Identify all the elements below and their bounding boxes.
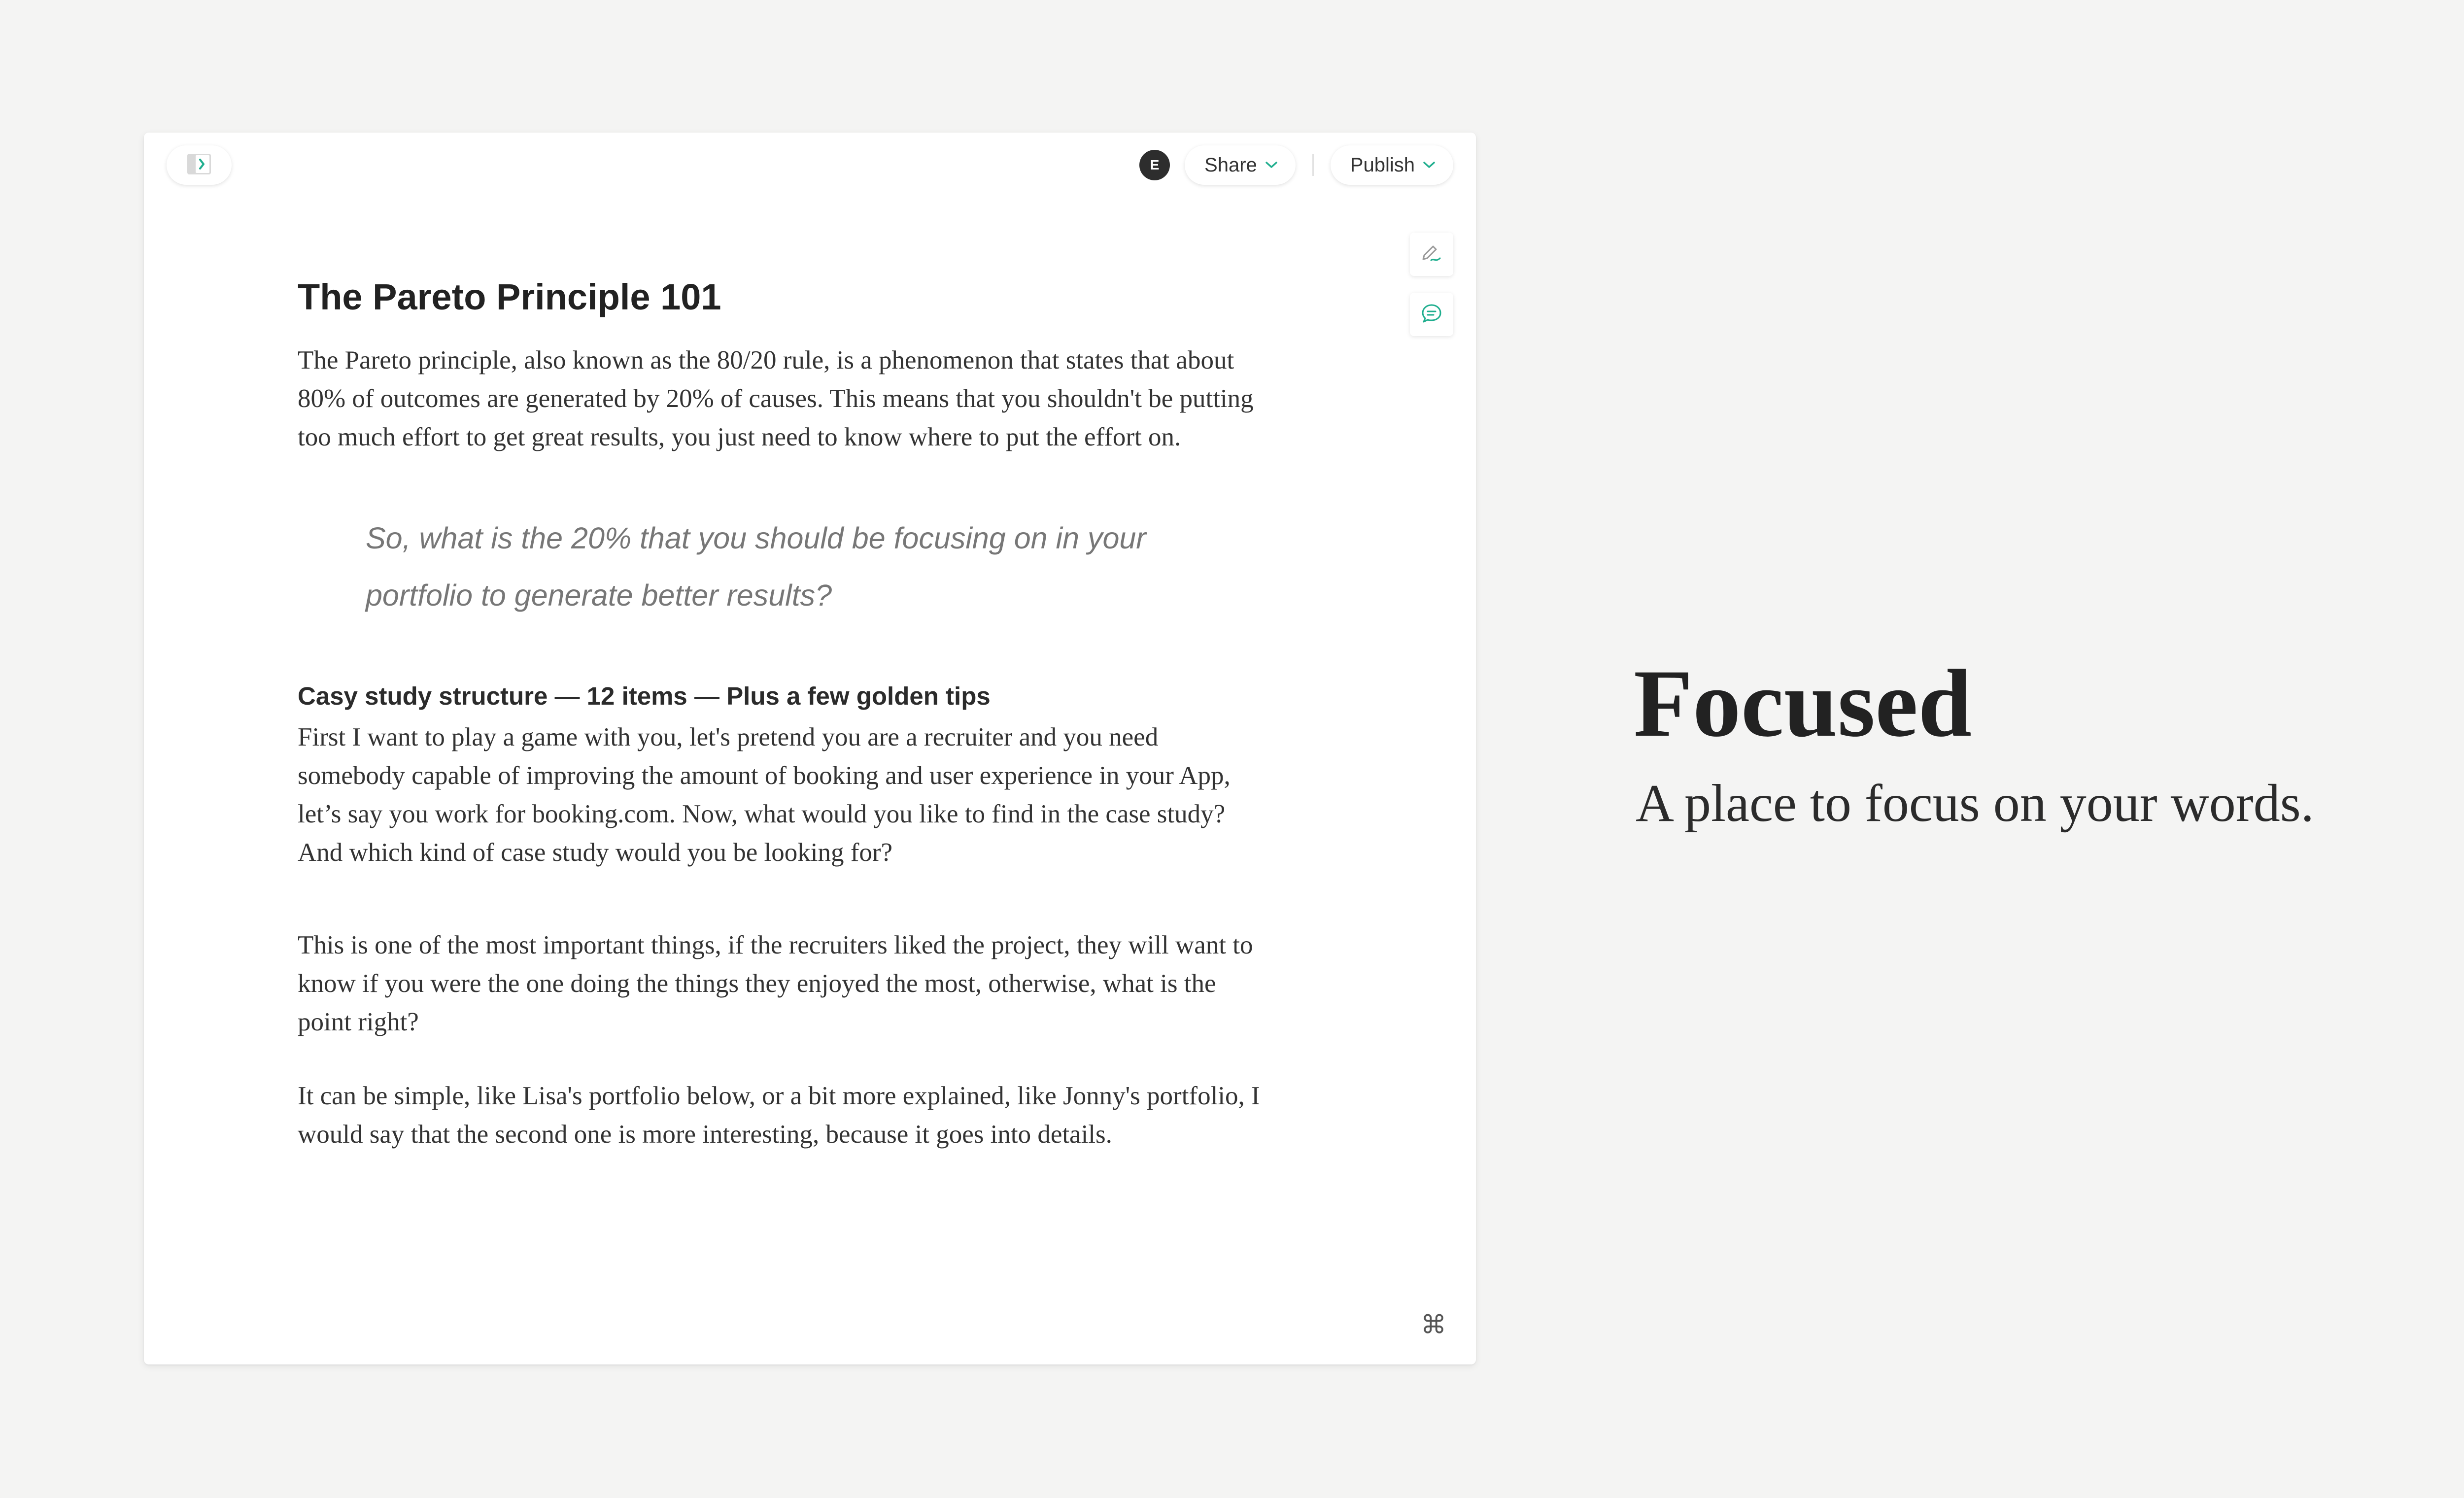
hero-section — [1634, 650, 2314, 835]
comment-icon — [1421, 303, 1442, 326]
sidebar-toggle-button[interactable] — [167, 145, 232, 185]
hero-subtitle: A place to focus on your words. — [1636, 774, 2314, 833]
section-heading[interactable]: Casy study structure — 12 items — Plus a few golden tips — [298, 681, 991, 710]
chevron-down-icon — [1423, 161, 1436, 169]
publish-label: Publish — [1350, 154, 1415, 176]
chevron-down-icon — [1265, 161, 1278, 169]
avatar-initial: E — [1150, 157, 1160, 172]
document-title[interactable]: The Pareto Principle 101 — [298, 276, 721, 317]
share-button[interactable] — [1185, 145, 1296, 185]
command-icon[interactable]: ⌘ — [1421, 1310, 1446, 1340]
avatar[interactable] — [1139, 150, 1170, 180]
pen-icon — [1420, 243, 1443, 266]
hero-title: Focused — [1634, 650, 1972, 757]
edit-tool-button[interactable] — [1410, 233, 1453, 276]
comment-tool-button[interactable] — [1410, 293, 1453, 336]
toolbar-divider — [1312, 154, 1314, 176]
paragraph[interactable]: It can be simple, like Lisa's portfolio below, or a bit more explained, like Jonny's portfolio, I would say that the second one is more interesting, because it goes into details. — [298, 1081, 1260, 1149]
paragraph[interactable]: First I want to play a game with you, let's pretend you are a recruiter and you need somebody capable of improving the amount of booking and user experience in your App, let’s say you work for booking.com. Now, what would you like to find in the case study? And which kind of case study would you be looking for? — [298, 722, 1231, 867]
publish-button[interactable] — [1331, 145, 1453, 185]
share-label: Share — [1204, 154, 1257, 176]
blockquote[interactable]: So, what is the 20% that you should be focusing on in your portfolio to generate better results? — [366, 521, 1146, 612]
top-actions — [1139, 145, 1453, 185]
paragraph[interactable]: The Pareto principle, also known as the 80/20 rule, is a phenomenon that states that about 80% of outcomes are generated by 20% of causes. This means that you shouldn't be putting too much effort to get great results, you just need to know where to put the effort on. — [298, 345, 1254, 451]
sidebar-toggle-icon — [187, 153, 211, 177]
paragraph[interactable]: This is one of the most important things, if the recruiters liked the project, they will want to know if you were the one doing the things they enjoyed the most, otherwise, what is the point right? — [298, 930, 1253, 1036]
editor-window — [144, 133, 1476, 1364]
document-body[interactable] — [298, 275, 1264, 1154]
